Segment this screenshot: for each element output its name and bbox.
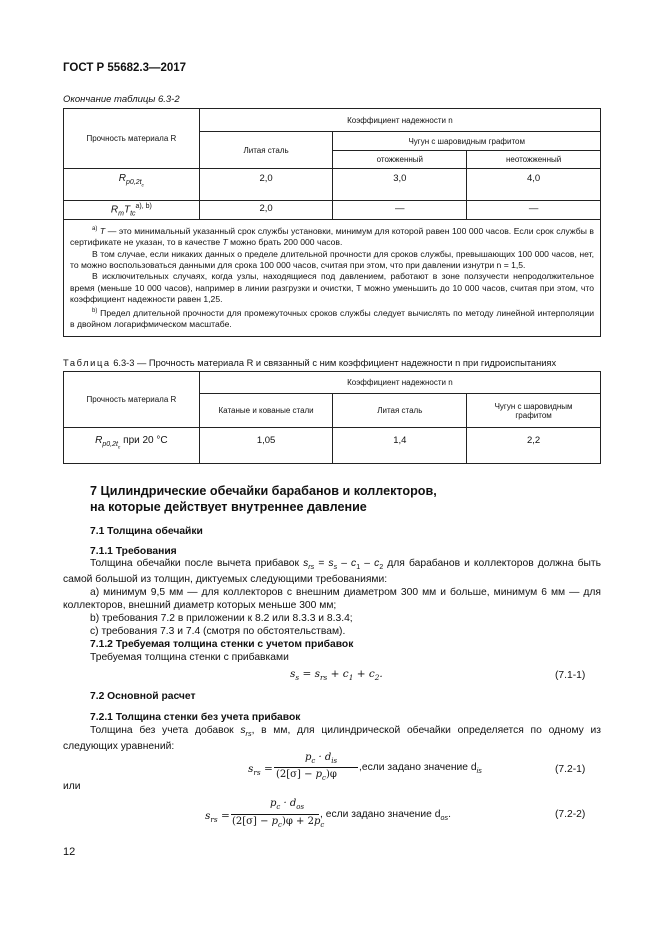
table-row [64, 428, 601, 464]
header-rolled-forged: Катаные и кованые стали [199, 394, 333, 428]
header-not-annealed: неотожженный [467, 151, 601, 169]
header-annealed: отожженный [333, 151, 467, 169]
page-number: 12 [63, 846, 76, 858]
conjunction-or: или [63, 781, 81, 792]
note-paragraph: В том случае, если никаких данных о пределе длительной прочности для сроков службы, превышающих 100 000 часов, нет, то можно воспользоваться данными для срока 100 000 часов, считая при этом, что при давлении изнутри n = 1,5. [70, 248, 594, 271]
heading-7-2-1: 7.2.1 Толщина стенки без учета прибавок [90, 712, 301, 723]
note-b: $^{b)}$ Предел длительной прочности для промежуточных сроков службы следует вычислять по методу линейной интерполяции в двойном логарифмическом масштабе. [70, 307, 594, 329]
header-coefficient: Коэффициент надежности n [199, 109, 600, 132]
header-strength: Прочность материала R [64, 109, 200, 169]
table-row [64, 169, 601, 201]
equation-number: (7.1-1) [555, 670, 586, 681]
equation-7-1-1: $s_s = s_{rs} + c_1 + c_2$. [290, 668, 383, 683]
row-label: $R_{p0,2t_c}$ при 20 °С [64, 428, 200, 464]
header-cast-iron: Чугун с шаровидным графитом [333, 132, 601, 151]
value-cell: 1,4 [333, 428, 467, 464]
heading-7-1: 7.1 Толщина обечайки [90, 526, 203, 537]
heading-7-2: 7.2 Основной расчет [90, 691, 196, 702]
paragraph-7-1-2: Требуемая толщина стенки с прибавками [90, 652, 289, 663]
table-notes-row [64, 220, 601, 337]
header-strength: Прочность материала R [64, 372, 200, 428]
equation-number: (7.2-1) [555, 764, 586, 775]
table2-caption: Таблица 6.3-3 — Прочность материала R и связанный с ним коэффициент надежности n при гидроиспытаниях [63, 358, 557, 368]
paragraph-7-1-1: Толщина обечайки после вычета прибавок $s_{rs} = s_s - c_1 - c_2$ для барабанов и коллекторов должна быть самой большой из толщин, диктуемых следующими требованиями: [63, 558, 601, 585]
heading-7-1-1: 7.1.1 Требования [90, 546, 177, 557]
section-7-title: 7 Цилиндрические обечайки барабанов и коллекторов, на которые действует внутреннее давление [90, 484, 437, 514]
value-cell: 4,0 [467, 169, 601, 201]
table-6-3-2 [63, 108, 601, 337]
note-paragraph: В исключительных случаях, когда узлы, находящиеся под давлением, работают в зоне ползучести непродолжительное время (меньше 10 000 часов), например в линии разгрузки и очистки, T можно уменьшить до 10 000 часов, считая при этом, что коэффициент надежности равен 1,25. [70, 271, 594, 305]
header-cast-steel: Литая сталь [333, 394, 467, 428]
header-cast-iron: Чугун с шаровидным графитом [467, 394, 601, 428]
table-row [64, 201, 601, 220]
row-label: $R_mT_{tc}^{a), b)}$ [64, 201, 200, 220]
value-cell: 3,0 [333, 169, 467, 201]
list-item-c: c) требования 7.3 и 7.4 (смотря по обстоятельствам). [90, 626, 346, 637]
paragraph-7-2-1: Толщина без учета добавок $s_{rs}$, в мм, для цилиндрической обечайки определяется по одному из следующих уравнений: [63, 725, 602, 752]
document-header: ГОСТ Р 55682.3—2017 [63, 62, 187, 74]
table-6-3-3 [63, 371, 601, 464]
header-coefficient: Коэффициент надежности n [199, 372, 600, 394]
value-cell: 2,0 [199, 169, 333, 201]
value-cell: — [333, 201, 467, 220]
value-cell: 2,2 [467, 428, 601, 464]
equation-7-2-1: $s_{rs}$ = $p_c \cdot d_{is}$ $(2[\sigma] - p_c)\varphi$ ,если задано значение $d_{is}$ [248, 752, 482, 782]
header-cast-steel: Литая сталь [199, 132, 333, 169]
note-a: $^{a)}$ T — это минимальный указанный срок службы установки, минимум для которой равен 100 000 часов. Если срок службы в сертификате не указан, то в качестве T можно брать 200 000 часов. [70, 225, 594, 248]
value-cell: 1,05 [199, 428, 333, 464]
heading-7-1-2: 7.1.2 Требуемая толщина стенки с учетом прибавок [90, 639, 354, 650]
list-item-b: b) требования 7.2 в приложении к 8.2 или 8.3.3 и 8.3.4; [90, 613, 353, 624]
table1-caption: Окончание таблицы 6.3-2 [63, 94, 180, 105]
equation-7-2-2: $s_{rs}$ = $p_c \cdot d_{os}$ $(2[\sigma] - p_c)\varphi + 2p_c$ , если задано значение $d_{os}$. [205, 798, 451, 829]
value-cell: — [467, 201, 601, 220]
list-item-a: a) минимум 9,5 мм — для коллекторов с внешним диаметром 300 мм и больше, минимум 6 мм — для коллекторов, внешний диаметр которых меньше 300 мм; [63, 587, 601, 611]
table-notes [64, 220, 601, 337]
value-cell: 2,0 [199, 201, 333, 220]
row-label: $R_{p0,2t_c}$ [64, 169, 200, 201]
equation-number: (7.2-2) [555, 809, 586, 820]
